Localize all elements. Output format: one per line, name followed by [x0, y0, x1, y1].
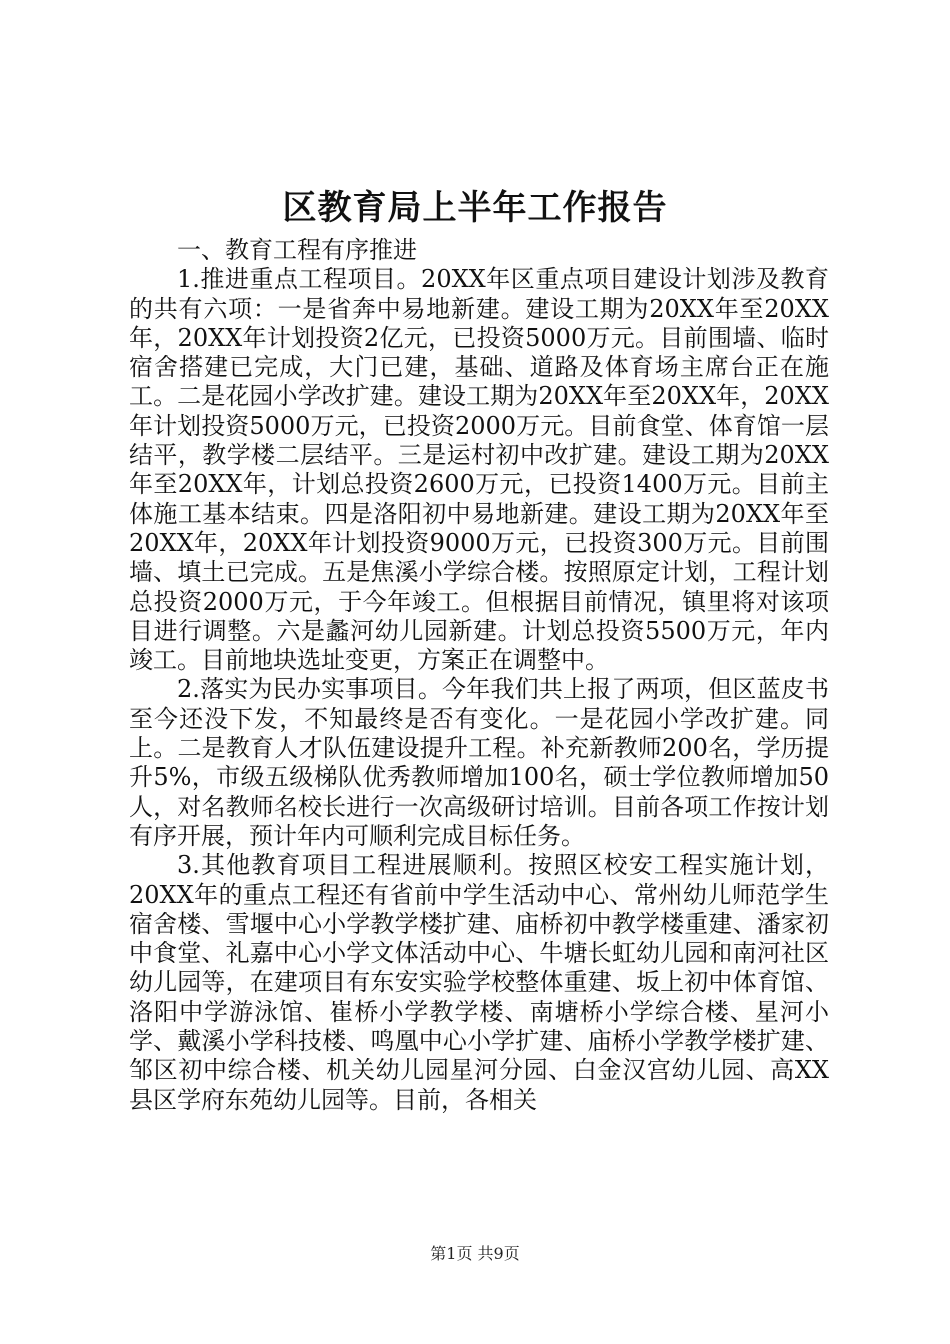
- page-footer: 第1页 共9页: [430, 1244, 520, 1263]
- paragraph-key-projects: 1.推进重点工程项目。20XX年区重点项目建设计划涉及教育的共有六项：一是省奔中易地新建。建设工期为20XX年至20XX年，20XX年计划投资2亿元，已投资5000万元。目前围墙、临时宿舍搭建已完成，大门已建，基础、道路及体育场主席台正在施工。二是花园小学改扩建。建设工期为20XX年至20XX年，20XX年计划投资5000万元，已投资2000万元。目前食堂、体育馆一层结平，教学楼二层结平。三是运村初中改扩建。建设工期为20XX年至20XX年，计划总投资2600万元，已投资1400万元。目前主体施工基本结束。四是洛阳初中易地新建。建设工期为20XX年至20XX年，20XX年计划投资9000万元，已投资300万元。目前围墙、填土已完成。五是焦溪小学综合楼。按照原定计划，工程计划总投资2000万元，于今年竣工。但根据目前情况，镇里将对该项目进行调整。六是蠡河幼儿园新建。计划总投资5500万元，年内竣工。目前地块选址变更，方案正在调整中。: [129, 265, 829, 675]
- paragraph-other-projects: 3.其他教育项目工程进展顺利。按照区校安工程实施计划，20XX年的重点工程还有省前中学生活动中心、常州幼儿师范学生宿舍楼、雪堰中心小学教学楼扩建、庙桥初中教学楼重建、潘家初中食堂、礼嘉中心小学文体活动中心、牛塘长虹幼儿园和南河社区幼儿园等，在建项目有东安实验学校整体重建、坂上初中体育馆、洛阳中学游泳馆、崔桥小学教学楼、南塘桥小学综合楼、星河小学、戴溪小学科技楼、鸣凰中心小学扩建、庙桥小学教学楼扩建、邹区初中综合楼、机关幼儿园星河分园、白金汉宫幼儿园、高XX县区学府东苑幼儿园等。目前，各相关: [129, 851, 829, 1114]
- paragraph-public-projects: 2.落实为民办实事项目。今年我们共上报了两项，但区蓝皮书至今还没下发，不知最终是否有变化。一是花园小学改扩建。同上。二是教育人才队伍建设提升工程。补充新教师200名，学历提升5%，市级五级梯队优秀教师增加100名，硕士学位教师增加50人，对名教师名校长进行一次高级研讨培训。目前各项工作按计划有序开展，预计年内可顺利完成目标任务。: [129, 675, 829, 850]
- document-body: [129, 236, 829, 1115]
- document-title: 区教育局上半年工作报告: [282, 188, 668, 228]
- section-heading: 一、教育工程有序推进: [177, 236, 417, 264]
